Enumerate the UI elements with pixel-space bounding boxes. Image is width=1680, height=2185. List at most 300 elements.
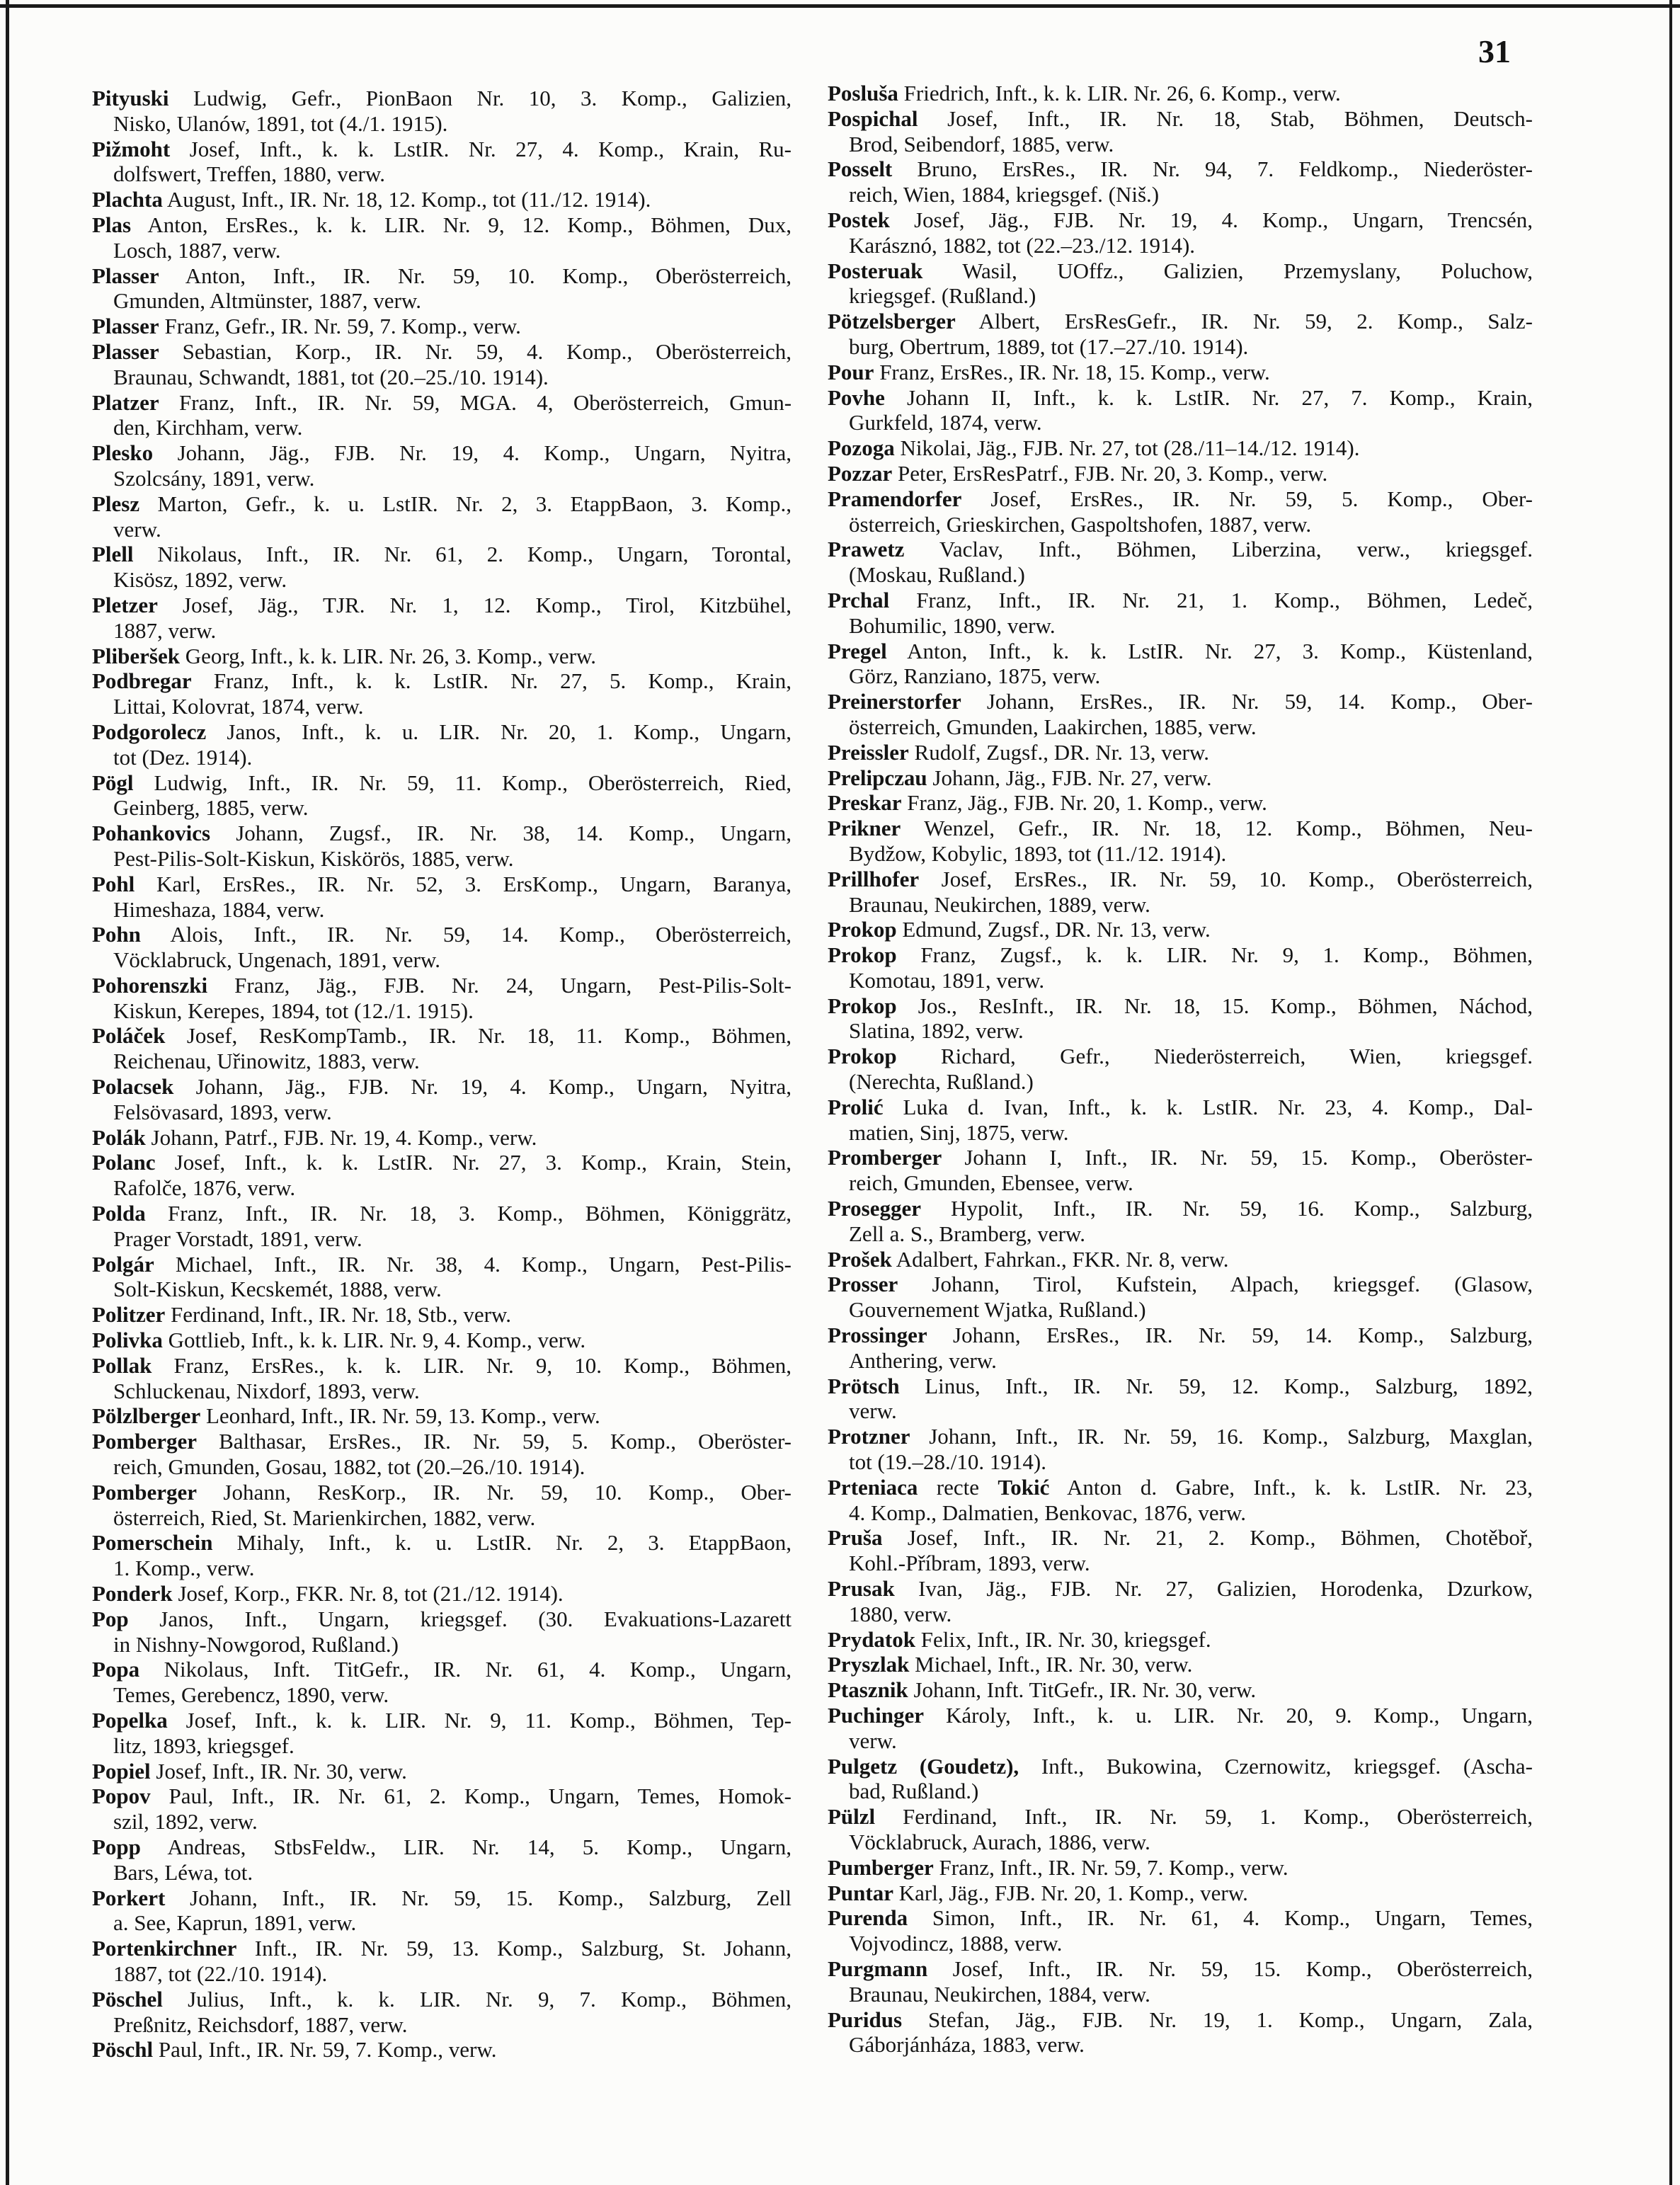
list-item bbox=[92, 1987, 792, 2038]
entry-line bbox=[92, 314, 792, 339]
entry-line bbox=[92, 1252, 792, 1277]
entry-text: Nikolaus, Inft. TitGefr., IR. Nr. 61, 4. Komp., Ungarn, bbox=[164, 1657, 792, 1682]
list-item bbox=[828, 1044, 1533, 1095]
entry-line bbox=[92, 1100, 792, 1125]
entry-line bbox=[828, 1297, 1533, 1323]
entry-line bbox=[92, 288, 792, 314]
list-item bbox=[92, 1936, 792, 1987]
entry-line bbox=[828, 790, 1533, 816]
entry-line bbox=[92, 567, 792, 593]
list-item bbox=[92, 212, 792, 263]
entry-line bbox=[828, 182, 1533, 207]
entry-text: Johann, Patrf., FJB. Nr. 19, 4. Komp., verw. bbox=[151, 1124, 537, 1150]
entry-surname: Pulgetz (Goudetz), bbox=[828, 1753, 1019, 1779]
entry-text: Karásznó, 1882, tot (22.–23./12. 1914). bbox=[849, 232, 1196, 258]
list-item bbox=[828, 1677, 1533, 1703]
list-item bbox=[92, 1835, 792, 1886]
entry-surname: Prelipczau bbox=[828, 765, 927, 790]
entry-line bbox=[92, 1403, 792, 1429]
list-item bbox=[828, 588, 1533, 639]
page-border-top bbox=[0, 4, 1680, 8]
entry-text: Franz, Inft., IR. Nr. 18, 3. Komp., Böhmen, Königgrätz, bbox=[168, 1201, 792, 1226]
entry-text: Bydžow, Kobylic, 1893, tot (11./12. 1914). bbox=[849, 840, 1227, 866]
entry-surname: Ptasznik bbox=[828, 1677, 908, 1703]
entry-text: tot (19.–28./10. 1914). bbox=[849, 1449, 1046, 1475]
list-item bbox=[92, 1353, 792, 1404]
entry-text: Görz, Ranziano, 1875, verw. bbox=[849, 663, 1101, 689]
entry-text: Gáborjánháza, 1883, verw. bbox=[849, 2032, 1085, 2058]
list-item bbox=[92, 1429, 792, 1480]
entry-surname: Pop bbox=[92, 1606, 129, 1631]
entry-text: Johann, Jäg., FJB. Nr. 27, verw. bbox=[932, 765, 1212, 790]
entry-line bbox=[828, 1627, 1533, 1653]
entry-text: Linus, Inft., IR. Nr. 59, 12. Komp., Salzburg, 1892, bbox=[925, 1373, 1533, 1398]
entry-text: Paul, Inft., IR. Nr. 59, 7. Komp., verw. bbox=[158, 2037, 497, 2063]
entry-surname: Prolić bbox=[828, 1094, 884, 1119]
entry-surname: Plell bbox=[92, 542, 134, 567]
entry-line bbox=[828, 1551, 1533, 1576]
entry-text: Johann, ErsRes., IR. Nr. 59, 14. Komp., Ober- bbox=[986, 689, 1533, 714]
entry-text: Johann, Jäg., FJB. Nr. 19, 4. Komp., Ungarn, Nyitra, bbox=[177, 440, 792, 466]
entry-line bbox=[92, 1607, 792, 1632]
entry-text: Bruno, ErsRes., IR. Nr. 94, 7. Feldkomp., Niederöster- bbox=[917, 156, 1533, 182]
entry-line bbox=[92, 86, 792, 111]
entry-line bbox=[828, 334, 1533, 360]
entry-surname: Pöschl bbox=[92, 2037, 154, 2063]
entry-surname: Pollak bbox=[92, 1352, 152, 1378]
entry-line bbox=[92, 517, 792, 542]
list-item bbox=[92, 187, 792, 212]
list-item bbox=[828, 765, 1533, 791]
entry-line bbox=[92, 593, 792, 618]
entry-line bbox=[92, 1226, 792, 1252]
entry-surname: Pozoga bbox=[828, 435, 895, 461]
list-item bbox=[92, 719, 792, 770]
entry-text: Leonhard, Inft., IR. Nr. 59, 13. Komp., verw. bbox=[205, 1403, 600, 1429]
entry-text: Gottlieb, Inft., k. k. LIR. Nr. 9, 4. Komp., verw. bbox=[168, 1328, 586, 1353]
entry-text: Georg, Inft., k. k. LIR. Nr. 26, 3. Komp., verw. bbox=[185, 643, 597, 668]
entry-surname: Podbregar bbox=[92, 668, 192, 694]
entry-text: litz, 1893, kriegsgef. bbox=[113, 1733, 295, 1758]
entry-line bbox=[92, 1074, 792, 1100]
entry-line bbox=[828, 1931, 1533, 1956]
entry-line bbox=[92, 947, 792, 973]
list-item bbox=[92, 821, 792, 872]
entry-line bbox=[92, 1530, 792, 1556]
entry-surname: Pour bbox=[828, 359, 874, 384]
list-item bbox=[828, 790, 1533, 816]
entry-surname: Prawetz bbox=[828, 537, 905, 562]
entry-line bbox=[828, 1703, 1533, 1728]
list-item bbox=[828, 867, 1533, 918]
entry-surname: Platzer bbox=[92, 389, 159, 415]
entry-text: Luka d. Ivan, Inft., k. k. LstIR. Nr. 23, 4. Komp., Dal- bbox=[903, 1094, 1533, 1119]
entry-text: verw. bbox=[849, 1728, 897, 1753]
entry-text: Alois, Inft., IR. Nr. 59, 14. Komp., Oberösterreich, bbox=[170, 922, 792, 947]
entry-line bbox=[92, 365, 792, 390]
entry-text: Kohl.-Příbram, 1893, verw. bbox=[849, 1551, 1090, 1576]
entry-text: Johann, Jäg., FJB. Nr. 19, 4. Komp., Ungarn, Nyitra, bbox=[195, 1074, 792, 1100]
entry-surname: Pomberger bbox=[92, 1429, 198, 1454]
entry-text: Solt-Kiskun, Kecskemét, 1888, verw. bbox=[113, 1277, 442, 1302]
list-item bbox=[92, 1403, 792, 1429]
list-item bbox=[92, 973, 792, 1024]
list-item bbox=[828, 1196, 1533, 1247]
entry-line bbox=[828, 1855, 1533, 1881]
entry-surname: Prokop bbox=[828, 993, 897, 1018]
entry-surname: Prosser bbox=[828, 1272, 898, 1297]
entry-line bbox=[92, 491, 792, 517]
entry-text: Wenzel, Gefr., IR. Nr. 18, 12. Komp., Böhmen, Neu- bbox=[924, 816, 1533, 841]
list-item bbox=[92, 1023, 792, 1074]
entry-text: Szolcsány, 1891, verw. bbox=[113, 465, 315, 491]
entry-line bbox=[92, 1175, 792, 1201]
entry-line bbox=[828, 1830, 1533, 1855]
entry-line bbox=[828, 1602, 1533, 1627]
entry-line bbox=[828, 714, 1533, 740]
entry-surname: Pohankovics bbox=[92, 821, 211, 846]
entry-text: österreich, Ried, St. Marienkirchen, 1882, verw. bbox=[113, 1505, 536, 1530]
entry-line bbox=[828, 1905, 1533, 1931]
entry-line bbox=[92, 1201, 792, 1226]
list-item bbox=[92, 644, 792, 669]
entry-text: Johann I, Inft., IR. Nr. 59, 15. Komp., Oberöster- bbox=[964, 1145, 1533, 1170]
list-item bbox=[92, 1074, 792, 1125]
entry-text: Franz, Inft., IR. Nr. 59, 7. Komp., verw. bbox=[939, 1854, 1288, 1880]
page-border-left bbox=[6, 0, 9, 2185]
entry-surname: Postek bbox=[828, 207, 890, 232]
entry-line bbox=[92, 973, 792, 998]
entry-text: Johann, Inft., IR. Nr. 59, 15. Komp., Salzburg, Zell bbox=[190, 1885, 792, 1910]
entry-text: Hypolit, Inft., IR. Nr. 59, 16. Komp., Salzburg, bbox=[950, 1196, 1533, 1221]
entry-line bbox=[828, 1221, 1533, 1247]
entry-surname: Plas bbox=[92, 212, 132, 237]
entry-line bbox=[828, 588, 1533, 613]
entry-text: tot (Dez. 1914). bbox=[113, 744, 253, 770]
entry-line bbox=[92, 1556, 792, 1581]
entry-line bbox=[828, 841, 1533, 867]
entry-text: Josef, Inft., IR. Nr. 21, 2. Komp., Böhmen, Chotěboř, bbox=[907, 1525, 1533, 1551]
entry-surname: Purgmann bbox=[828, 1956, 928, 1981]
list-item bbox=[92, 1328, 792, 1353]
entry-text: Kisösz, 1892, verw. bbox=[113, 567, 287, 593]
entry-surname: Puchinger bbox=[828, 1703, 925, 1728]
entry-surname: Popp bbox=[92, 1834, 141, 1859]
entry-text: Preßnitz, Reichsdorf, 1887, verw. bbox=[113, 2012, 408, 2037]
entry-surname: Prokop bbox=[828, 1044, 897, 1069]
entry-surname: Politzer bbox=[92, 1302, 166, 1328]
entry-surname: Polacsek bbox=[92, 1074, 174, 1100]
entry-line bbox=[828, 663, 1533, 689]
entry-line bbox=[92, 1632, 792, 1658]
list-item bbox=[92, 86, 792, 137]
entry-surname: Pöschel bbox=[92, 1986, 163, 2012]
list-item bbox=[92, 1201, 792, 1252]
list-item bbox=[828, 258, 1533, 309]
entry-text: Vojvodincz, 1888, verw. bbox=[849, 1931, 1063, 1956]
entry-text: a. See, Kaprun, 1891, verw. bbox=[113, 1910, 357, 1936]
entry-surname: Plachta bbox=[92, 187, 163, 212]
entry-surname: Plasser bbox=[92, 263, 159, 288]
list-item bbox=[828, 917, 1533, 942]
entry-surname: Prillhofer bbox=[828, 866, 920, 891]
entry-surname: Protzner bbox=[828, 1424, 910, 1449]
entry-text: Rafolče, 1876, verw. bbox=[113, 1175, 296, 1201]
entry-text: Paul, Inft., IR. Nr. 61, 2. Komp., Ungarn, Temes, Homok- bbox=[168, 1784, 792, 1809]
entry-line bbox=[92, 668, 792, 694]
entry-text: dolfswert, Treffen, 1880, verw. bbox=[113, 161, 386, 187]
entry-text: Franz, Inft., IR. Nr. 21, 1. Komp., Böhmen, Ledeč, bbox=[916, 587, 1533, 612]
entry-text: 1880, verw. bbox=[849, 1601, 952, 1626]
entry-text: Anton, Inft., IR. Nr. 59, 10. Komp., Oberösterreich, bbox=[185, 263, 792, 288]
entry-text: Bohumilic, 1890, verw. bbox=[849, 612, 1056, 638]
entry-surname: Prötsch bbox=[828, 1373, 900, 1398]
entry-surname: Prokop bbox=[828, 917, 897, 942]
entry-surname: Pruša bbox=[828, 1525, 883, 1551]
entry-surname: Prosegger bbox=[828, 1196, 921, 1221]
entry-line bbox=[828, 639, 1533, 664]
list-item bbox=[828, 207, 1533, 258]
list-item bbox=[828, 1956, 1533, 2007]
entry-line bbox=[92, 1784, 792, 1809]
entry-text: Franz, Gefr., IR. Nr. 59, 7. Komp., verw. bbox=[164, 314, 521, 339]
entry-text: Josef, Jäg., TJR. Nr. 1, 12. Komp., Tirol, Kitzbühel, bbox=[183, 592, 792, 617]
entry-line bbox=[828, 106, 1533, 132]
entry-surname: Pryszlak bbox=[828, 1652, 910, 1677]
entry-text: Josef, ResKompTamb., IR. Nr. 18, 11. Komp., Böhmen, bbox=[186, 1023, 792, 1049]
list-item bbox=[92, 1581, 792, 1607]
list-item bbox=[828, 1905, 1533, 1956]
list-item bbox=[828, 435, 1533, 461]
list-item bbox=[828, 461, 1533, 486]
entry-surname: Pomerschein bbox=[92, 1530, 213, 1556]
list-item bbox=[828, 1374, 1533, 1425]
entry-surname: Puridus bbox=[828, 2007, 903, 2032]
entry-line bbox=[92, 440, 792, 466]
list-item bbox=[92, 1150, 792, 1201]
entry-surname: Purenda bbox=[828, 1905, 908, 1931]
list-item bbox=[828, 1804, 1533, 1855]
entry-surname: Pliberšek bbox=[92, 643, 180, 668]
entry-text: Johann, Inft. TitGefr., IR. Nr. 30, verw. bbox=[913, 1677, 1257, 1703]
list-item bbox=[828, 486, 1533, 537]
entry-text: Michael, Inft., IR. Nr. 38, 4. Komp., Ungarn, Pest-Pilis- bbox=[175, 1251, 792, 1277]
entry-text: Anton, ErsRes., k. k. LIR. Nr. 9, 12. Komp., Böhmen, Dux, bbox=[147, 212, 792, 237]
entry-line bbox=[828, 1120, 1533, 1146]
list-item bbox=[828, 993, 1533, 1044]
entry-text: österreich, Gmunden, Laakirchen, 1885, verw. bbox=[849, 714, 1257, 739]
list-item bbox=[828, 1576, 1533, 1627]
list-item bbox=[828, 1323, 1533, 1374]
list-item bbox=[828, 1424, 1533, 1475]
list-item bbox=[828, 1881, 1533, 1906]
entry-line bbox=[828, 2032, 1533, 2058]
list-item bbox=[92, 137, 792, 188]
entry-line bbox=[92, 212, 792, 238]
list-item bbox=[828, 1754, 1533, 1805]
page-number: 31 bbox=[1478, 33, 1511, 69]
entry-line bbox=[92, 1910, 792, 1936]
entry-surname: Prteniaca bbox=[828, 1474, 918, 1500]
list-item bbox=[92, 263, 792, 314]
entry-line bbox=[92, 137, 792, 162]
entry-text: Sebastian, Korp., IR. Nr. 59, 4. Komp., Oberösterreich, bbox=[182, 338, 792, 364]
entry-text: Vöcklabruck, Aurach, 1886, verw. bbox=[849, 1829, 1150, 1854]
entry-line bbox=[828, 892, 1533, 918]
entry-line bbox=[828, 1323, 1533, 1348]
list-item bbox=[92, 1302, 792, 1328]
entry-text: Karl, Jäg., FJB. Nr. 20, 1. Komp., verw. bbox=[898, 1880, 1248, 1905]
list-item bbox=[828, 1652, 1533, 1677]
entry-line bbox=[92, 1150, 792, 1175]
list-item bbox=[828, 156, 1533, 207]
entry-surname: Polgár bbox=[92, 1251, 154, 1277]
entry-text: Braunau, Neukirchen, 1889, verw. bbox=[849, 891, 1150, 917]
entry-text: August, Inft., IR. Nr. 18, 12. Komp., tot (11./12. 1914). bbox=[166, 187, 651, 212]
entry-line bbox=[92, 339, 792, 365]
list-item bbox=[828, 1272, 1533, 1323]
entry-text: Reichenau, Uřinowitz, 1883, verw. bbox=[113, 1049, 420, 1074]
entry-text: Richard, Gefr., Niederösterreich, Wien, kriegsgef. bbox=[940, 1044, 1533, 1069]
entry-surname: Pramendorfer bbox=[828, 486, 962, 511]
entry-text: Mihaly, Inft., k. u. LstIR. Nr. 2, 3. EtappBaon, bbox=[236, 1530, 792, 1556]
entry-surname: Puntar bbox=[828, 1880, 893, 1905]
list-item bbox=[92, 542, 792, 593]
entry-text: Johann, Zugsf., IR. Nr. 38, 14. Komp., Ungarn, bbox=[236, 821, 792, 846]
list-item bbox=[828, 385, 1533, 436]
entry-text: Julius, Inft., k. k. LIR. Nr. 9, 7. Komp., Böhmen, bbox=[188, 1986, 792, 2012]
entry-line bbox=[92, 466, 792, 491]
list-item bbox=[828, 1145, 1533, 1196]
entry-text: Johann II, Inft., k. k. LstIR. Nr. 27, 7. Komp., Krain, bbox=[907, 384, 1533, 410]
entry-surname: Pohl bbox=[92, 871, 135, 896]
entry-line bbox=[828, 1754, 1533, 1779]
entry-text: Károly, Inft., k. u. LIR. Nr. 20, 9. Komp., Ungarn, bbox=[945, 1703, 1533, 1728]
entry-text: Simon, Inft., IR. Nr. 61, 4. Komp., Ungarn, Temes, bbox=[932, 1905, 1533, 1931]
entry-line bbox=[828, 816, 1533, 841]
entry-line bbox=[92, 644, 792, 669]
entry-line bbox=[828, 1069, 1533, 1095]
entry-text: 1887, tot (22./10. 1914). bbox=[113, 1961, 328, 1986]
entry-surname: Popelka bbox=[92, 1708, 168, 1733]
entry-text: Ferdinand, Inft., IR. Nr. 59, 1. Komp., Oberösterreich, bbox=[903, 1804, 1533, 1830]
entry-text: 1887, verw. bbox=[113, 617, 217, 643]
entry-line bbox=[92, 2037, 792, 2063]
entry-surname: Popov bbox=[92, 1784, 151, 1809]
entry-line bbox=[92, 1657, 792, 1682]
entry-text: Josef, Inft., IR. Nr. 59, 15. Komp., Oberösterreich, bbox=[952, 1956, 1533, 1981]
entry-surname: Pülzl bbox=[828, 1804, 876, 1830]
entry-text: Marton, Gefr., k. u. LstIR. Nr. 2, 3. EtappBaon, 3. Komp., bbox=[157, 491, 792, 516]
list-item bbox=[92, 2037, 792, 2063]
entry-text: Slatina, 1892, verw. bbox=[849, 1018, 1024, 1044]
list-item bbox=[828, 1475, 1533, 1526]
entry-text: Michael, Inft., IR. Nr. 30, verw. bbox=[915, 1652, 1193, 1677]
list-item bbox=[92, 1784, 792, 1835]
entry-text: Zell a. S., Bramberg, verw. bbox=[849, 1221, 1086, 1246]
list-item bbox=[92, 1886, 792, 1936]
entry-line bbox=[92, 846, 792, 872]
entry-text: Andreas, StbsFeldw., LIR. Nr. 14, 5. Komp., Ungarn, bbox=[167, 1834, 792, 1859]
entry-surname: Pospichal bbox=[828, 105, 918, 131]
entry-line bbox=[92, 1023, 792, 1049]
entry-line bbox=[828, 1652, 1533, 1677]
entry-text: Josef, ErsRes., IR. Nr. 59, 5. Komp., Ober- bbox=[990, 486, 1533, 511]
entry-text: österreich, Grieskirchen, Gaspoltshofen, 1887, verw. bbox=[849, 511, 1312, 537]
entry-surname: Pölzlberger bbox=[92, 1403, 201, 1429]
entry-text: Felix, Inft., IR. Nr. 30, kriegsgef. bbox=[920, 1626, 1211, 1652]
entry-line bbox=[828, 1982, 1533, 2007]
entry-line bbox=[828, 1095, 1533, 1120]
right-column bbox=[828, 81, 1533, 2058]
entry-text: Anton, Inft., k. k. LstIR. Nr. 27, 3. Komp., Küstenland, bbox=[907, 638, 1533, 663]
entry-surname: Povhe bbox=[828, 384, 885, 410]
entry-text: Nikolaus, Inft., IR. Nr. 61, 2. Komp., Ungarn, Torontal, bbox=[157, 542, 792, 567]
list-item bbox=[828, 1247, 1533, 1272]
entry-line bbox=[828, 360, 1533, 385]
entry-surname: Pižmoht bbox=[92, 136, 171, 161]
entry-text: (Moskau, Rußland.) bbox=[849, 562, 1025, 588]
entry-line bbox=[828, 258, 1533, 284]
entry-line bbox=[828, 740, 1533, 765]
entry-text: matien, Sinj, 1875, verw. bbox=[849, 1119, 1069, 1145]
list-item bbox=[828, 81, 1533, 106]
entry-text: Nikolai, Jäg., FJB. Nr. 27, tot (28./11–14./12. 1914). bbox=[900, 435, 1360, 461]
entry-line bbox=[828, 1881, 1533, 1906]
entry-text: verw. bbox=[849, 1398, 897, 1424]
entry-line bbox=[828, 1728, 1533, 1754]
entry-line bbox=[92, 1961, 792, 1987]
entry-line bbox=[828, 1449, 1533, 1475]
entry-line bbox=[828, 1398, 1533, 1424]
entry-line bbox=[828, 435, 1533, 461]
entry-line bbox=[828, 1044, 1533, 1069]
entry-text: reich, Gmunden, Gosau, 1882, tot (20.–26./10. 1914). bbox=[113, 1454, 585, 1480]
entry-text: Temes, Gerebencz, 1890, verw. bbox=[113, 1682, 389, 1708]
entry-text: Karl, ErsRes., IR. Nr. 52, 3. ErsKomp., Ungarn, Baranya, bbox=[156, 871, 792, 896]
list-item bbox=[92, 922, 792, 973]
entry-line bbox=[828, 1956, 1533, 1982]
list-item bbox=[828, 1855, 1533, 1881]
entry-text: burg, Obertrum, 1889, tot (17.–27./10. 1914). bbox=[849, 333, 1249, 359]
entry-surname: Pumberger bbox=[828, 1854, 934, 1880]
entry-text: in Nishny-Nowgorod, Rußland.) bbox=[113, 1631, 399, 1657]
entry-line bbox=[92, 998, 792, 1024]
entry-text: Josef, Jäg., FJB. Nr. 19, 4. Komp., Ungarn, Trencsén, bbox=[914, 207, 1533, 232]
entry-line bbox=[92, 2012, 792, 2038]
entry-text: Kiskun, Kerepes, 1894, tot (12./1. 1915). bbox=[113, 998, 474, 1023]
entry-text: Inft., Bukowina, Czernowitz, kriegsgef. (Ascha- bbox=[1041, 1753, 1533, 1779]
entry-text: Johann, Tirol, Kufstein, Alpach, kriegsgef. (Glasow, bbox=[932, 1272, 1533, 1297]
list-item bbox=[828, 2007, 1533, 2058]
entry-surname: Plasser bbox=[92, 338, 159, 364]
entry-line bbox=[92, 795, 792, 821]
list-item bbox=[828, 309, 1533, 360]
entry-text: Josef, Inft., k. k. LstIR. Nr. 27, 4. Komp., Krain, Ru- bbox=[189, 136, 792, 161]
entry-line bbox=[828, 1804, 1533, 1830]
page-border-right bbox=[1669, 0, 1672, 2185]
entry-line bbox=[92, 1277, 792, 1302]
entry-text: Josef, Inft., IR. Nr. 30, verw. bbox=[156, 1758, 407, 1784]
entry-surname: Pomberger bbox=[92, 1479, 198, 1505]
list-item bbox=[92, 593, 792, 644]
entry-line bbox=[828, 1348, 1533, 1374]
list-item bbox=[92, 1252, 792, 1303]
list-item bbox=[92, 339, 792, 390]
entry-text: Josef, Inft., k. k. LIR. Nr. 9, 11. Komp., Böhmen, Tep- bbox=[185, 1708, 792, 1733]
entry-line bbox=[828, 968, 1533, 993]
entry-line bbox=[828, 1145, 1533, 1170]
